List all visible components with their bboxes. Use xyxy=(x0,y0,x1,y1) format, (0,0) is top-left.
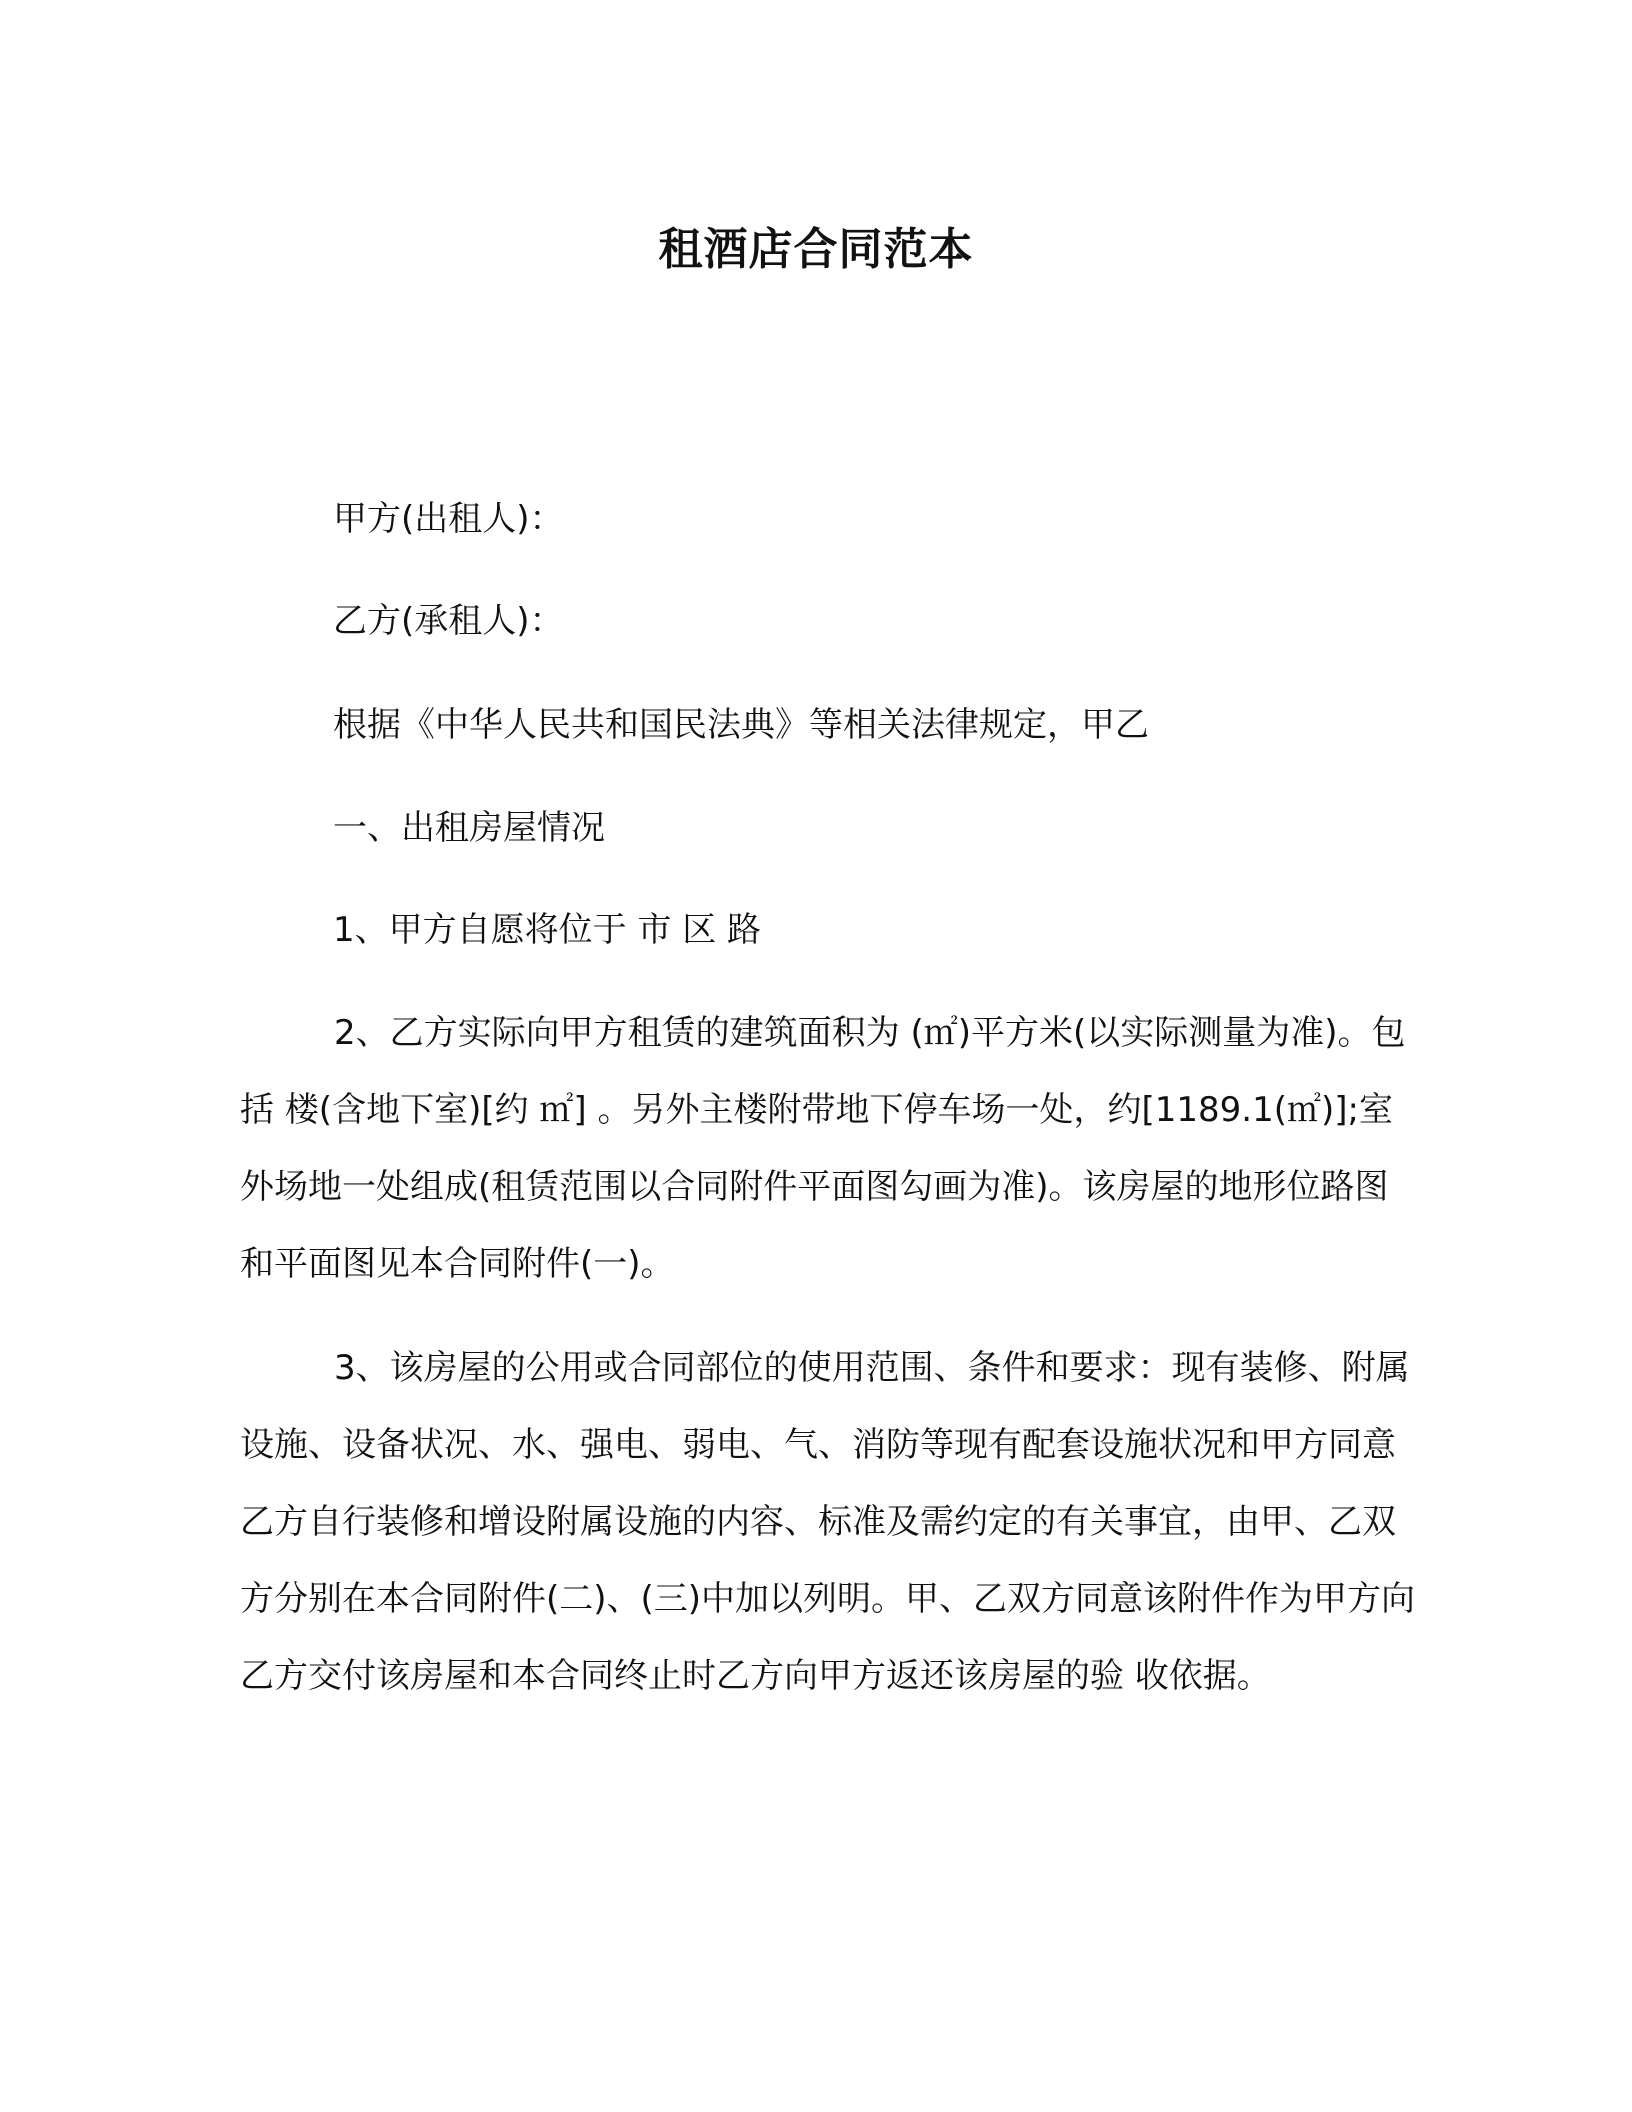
clause-2-block xyxy=(240,995,1420,1303)
party-b-line: 乙方(承租人)： xyxy=(333,601,564,641)
document-title: 租酒店合同范本 xyxy=(658,224,974,275)
section-1-heading: 一、出租房屋情况 xyxy=(333,808,605,848)
party-a-line: 甲方(出租人)： xyxy=(333,499,564,539)
clause-1-text: 1、甲方自愿将位于 市 区 路 xyxy=(333,910,762,950)
clause-3-text: 3、该房屋的公用或合同部位的使用范围、条件和要求：现有装修、附属设施、设备状况、水、强电、弱电、气、消防等现有配套设施状况和甲方同意乙方自行装修和增设附属设施的内容、标准及需约定的有关事宜，由甲、乙双方分别在本合同附件(二)、(三)中加以列明。甲、乙双方同意该附件作为甲方向乙方交付该房屋和本合同终止时乙方向甲方返还该房屋的验 收依据。 xyxy=(240,1348,1416,1696)
preamble-text: 根据《中华人民共和国民法典》等相关法律规定，甲乙 xyxy=(333,705,1149,745)
clause-2-text: 2、乙方实际向甲方租赁的建筑面积为 (㎡)平方米(以实际测量为准)。包括 楼(含地下室)[约 ㎡] 。另外主楼附带地下停车场一处，约[1189.1(㎡)];室外场地一处组成(租赁范围以合同附件平面图勾画为准)。该房屋的地形位路图和平面图见本合同附件(一)。 xyxy=(240,1013,1406,1284)
clause-3-block xyxy=(240,1330,1420,1715)
